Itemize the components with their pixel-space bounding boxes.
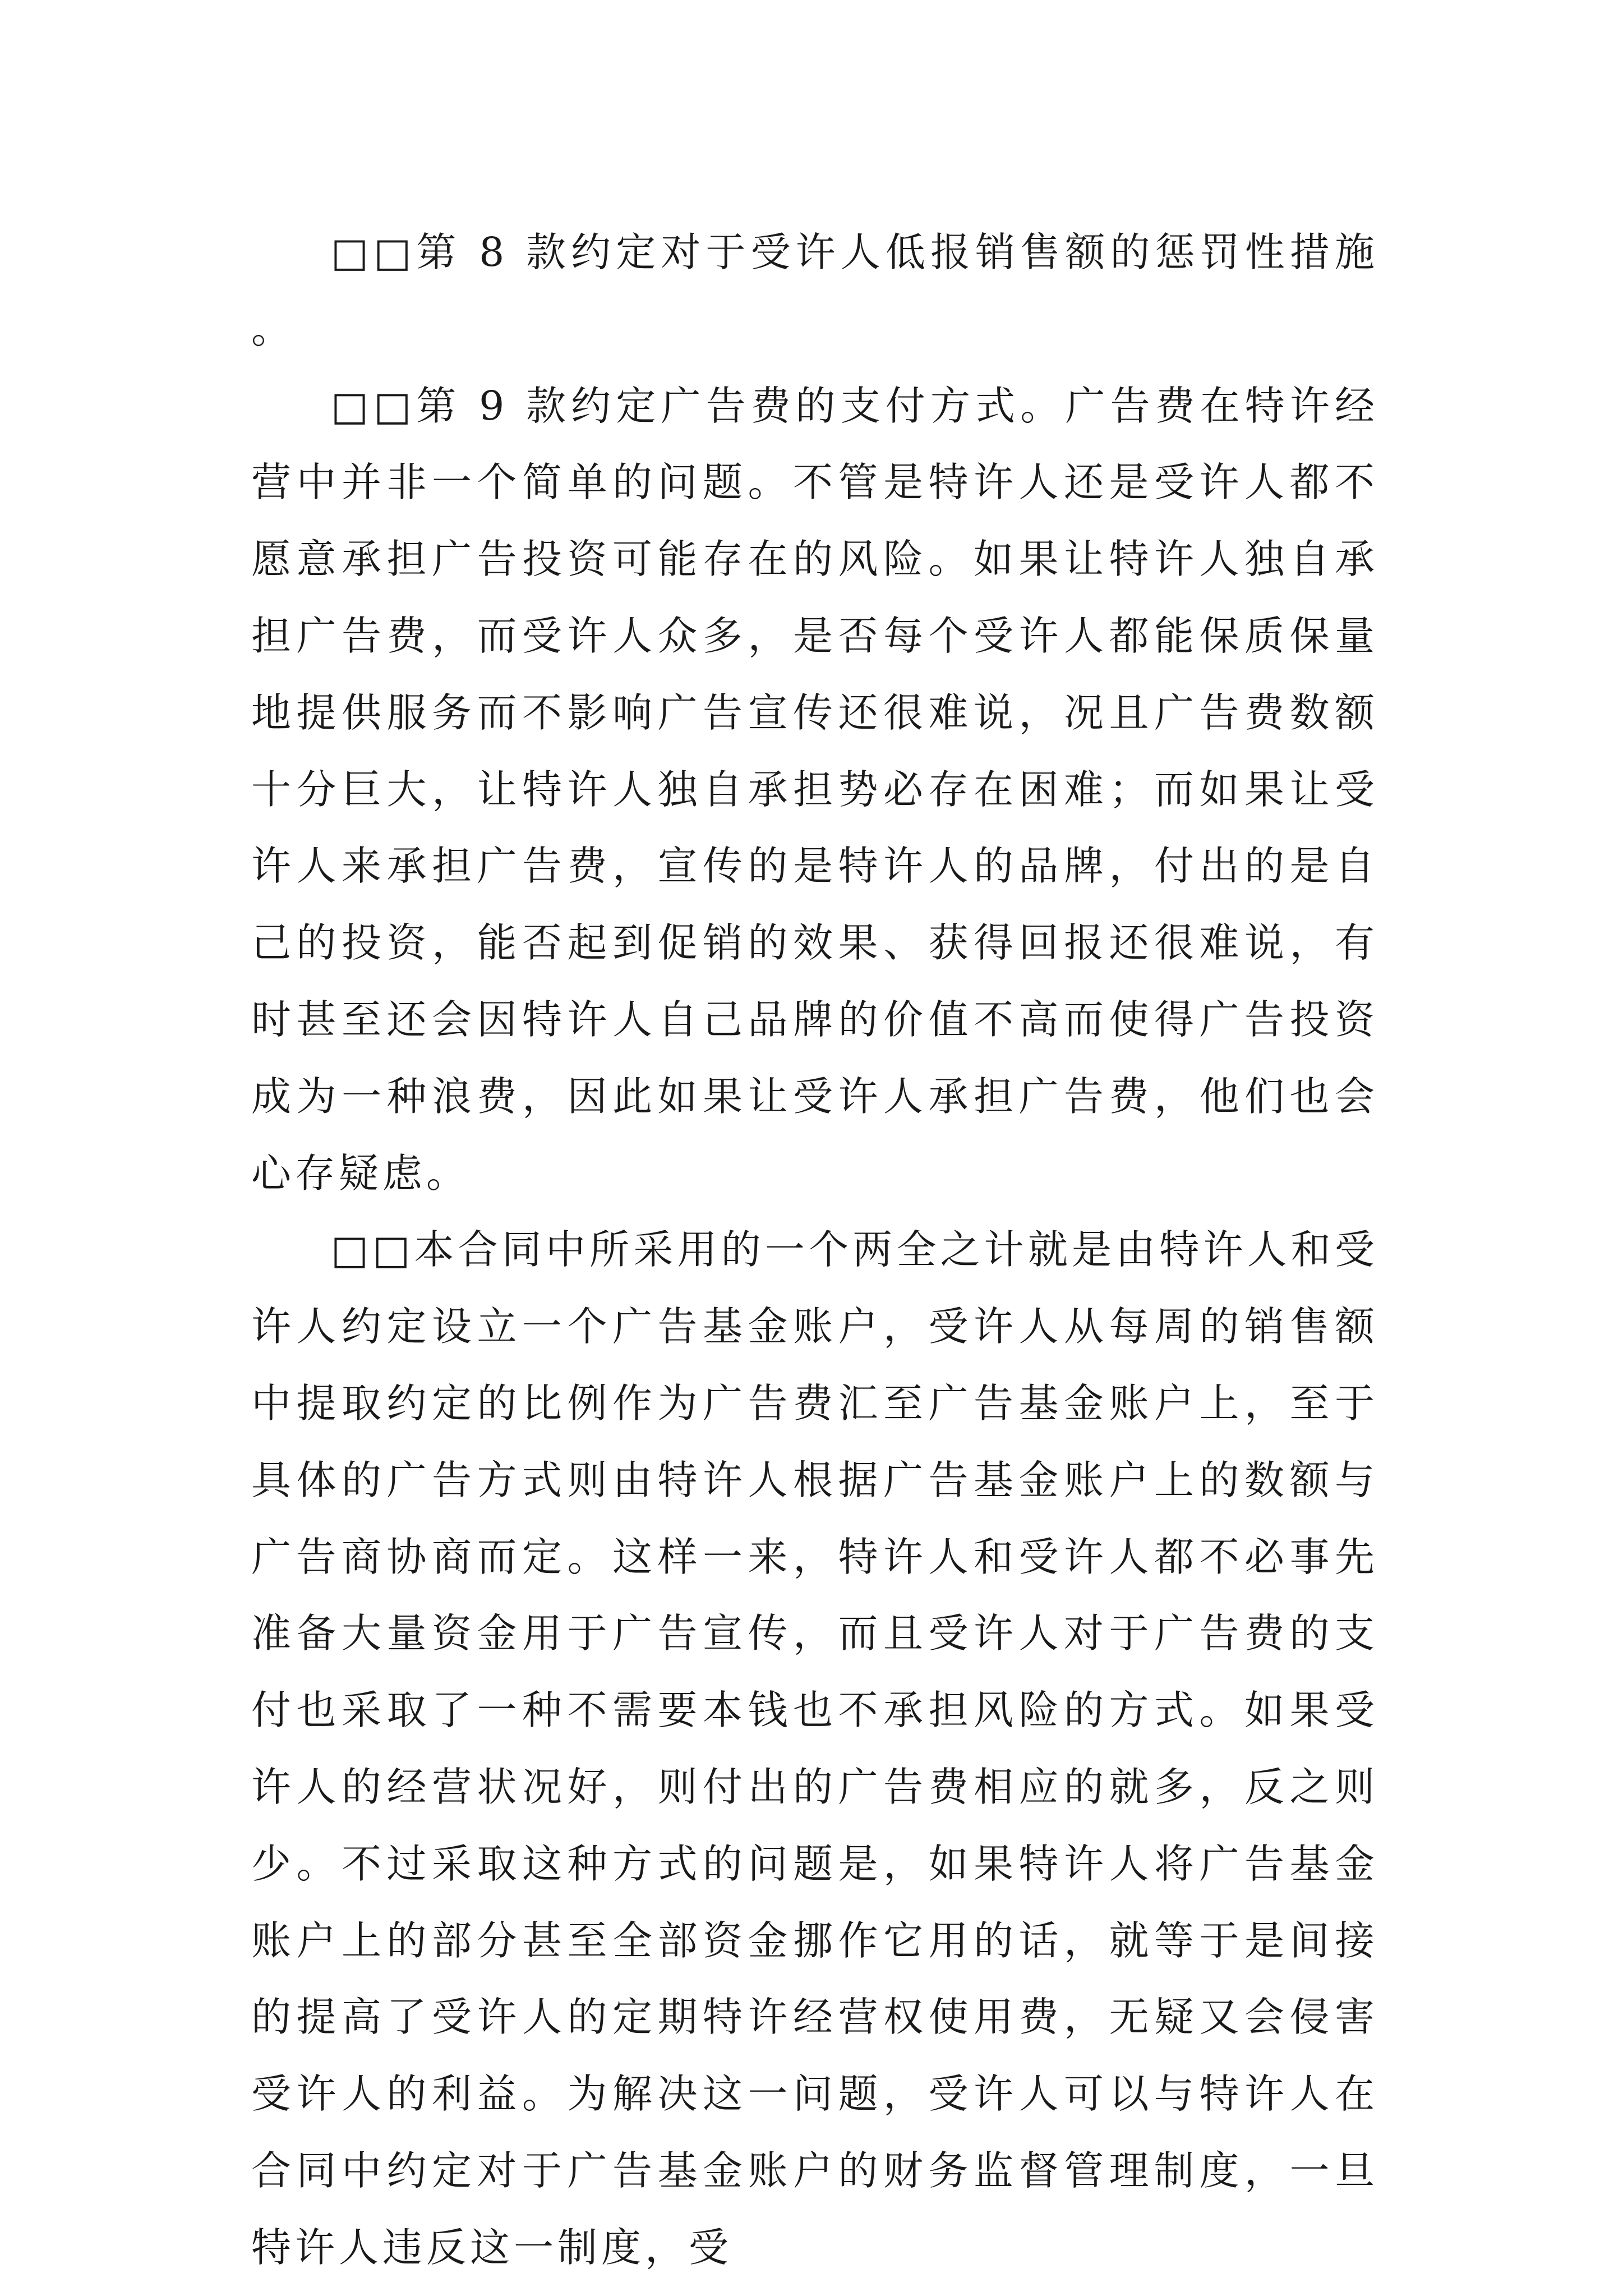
paragraph-ad-fund: □□本合同中所采用的一个两全之计就是由特许人和受许人约定设立一个广告基金账户，受许人从每周的销售额中提取约定的比例作为广告费汇至广告基金账户上，至于具体的广告方式则由特许人根据广告基金账户上的数额与广告商协商而定。这样一来，特许人和受许人都不必事先准备大量资金用于广告宣传，而且受许人对于广告费的支付也采取了一种不需要本钱也不承担风险的方式。如果受许人的经营状况好，则付出的广告费相应的就多，反之则少。不过采取这种方式的问题是，如果特许人将广告基金账户上的部分甚至全部资金挪作它用的话，就等于是间接的提高了受许人的定期特许经营权使用费，无疑又会侵害受许人的利益。为解决这一问题，受许人可以与特许人在合同中约定对于广告基金账户的财务监督管理制度，一旦特许人违反这一制度，受 bbox=[251, 1226, 1378, 2271]
paragraph-clause-9: □□第 9 款约定广告费的支付方式。广告费在特许经营中并非一个简单的问题。不管是特许人还是受许人都不愿意承担广告投资可能存在的风险。如果让特许人独自承担广告费，而受许人众多，是否每个受许人都能保质保量地提供服务而不影响广告宣传还很难说，况且广告费数额十分巨大，让特许人独自承担势必存在困难；而如果让受许人来承担广告费，宣传的是特许人的品牌，付出的是自己的投资，能否起到促销的效果、获得回报还很难说，有时甚至还会因特许人自己品牌的价值不高而使得广告投资成为一种浪费，因此如果让受许人承担广告费，他们也会心存疑虑。 bbox=[251, 382, 1378, 1197]
paragraph-clause-8: □□第 8 款约定对于受许人低报销售额的惩罚性措施。 bbox=[251, 229, 1378, 352]
document-body bbox=[251, 214, 1378, 2286]
